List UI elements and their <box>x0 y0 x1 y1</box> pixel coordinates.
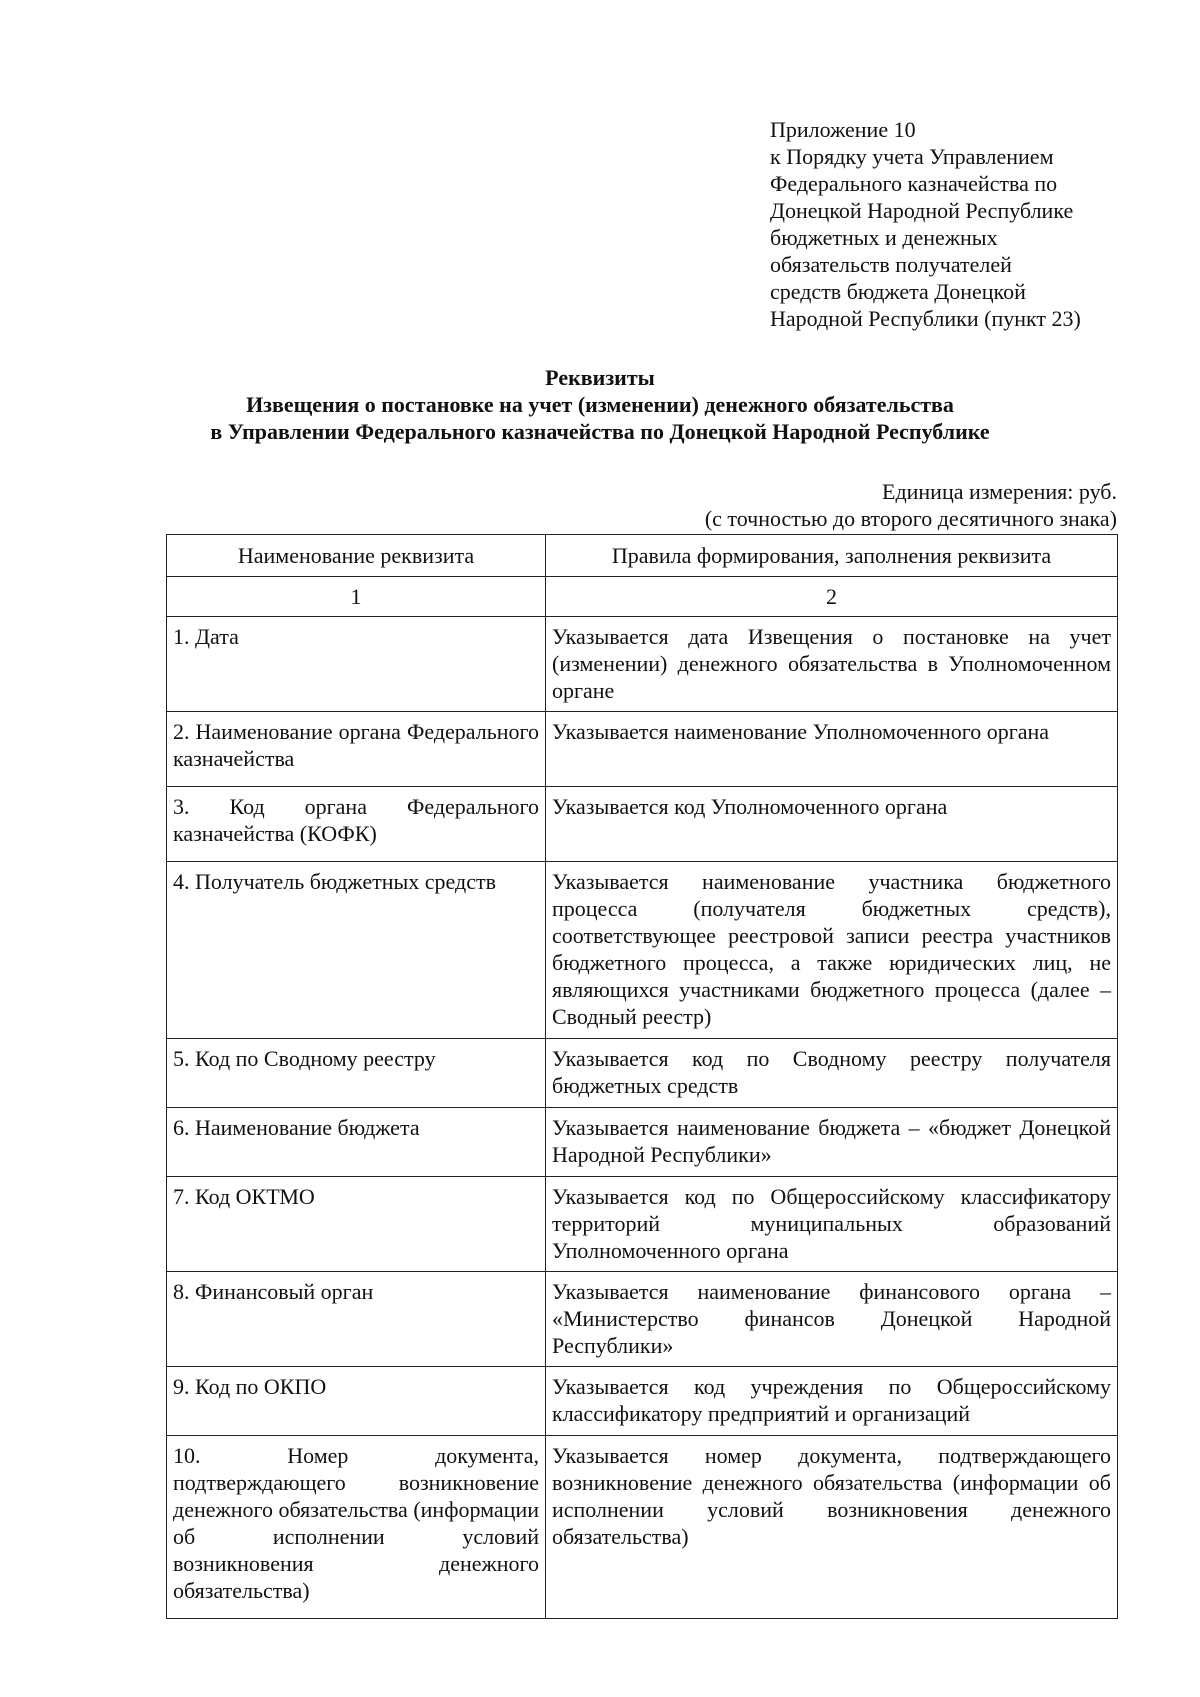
units-line: Единица измерения: руб. <box>882 479 1117 504</box>
requisite-rule: Указывается код учреждения по Общероссийскому классификатору предприятий и организаций <box>546 1367 1118 1436</box>
appendix-line: бюджетных и денежных <box>770 225 998 250</box>
requisite-rule: Указывается код по Общероссийскому классификатору территорий муниципальных образований Уполномоченного органа <box>546 1177 1118 1272</box>
table-row <box>167 617 1118 712</box>
requisite-rule: Указывается код по Сводному реестру получателя бюджетных средств <box>546 1039 1118 1108</box>
units-line: (с точностью до второго десятичного знака) <box>704 506 1117 531</box>
table-row <box>167 1436 1118 1619</box>
heading-line: в Управлении Федерального казначейства по Донецкой Народной Республике <box>210 419 990 444</box>
requisite-name: 10. Номер документа, подтверждающего возникновение денежного обязательства (информации об исполнении условий возникновения денежного обязательства) <box>167 1436 546 1619</box>
table-header-row <box>167 535 1118 577</box>
requisite-name: 8. Финансовый орган <box>167 1272 546 1367</box>
appendix-block <box>770 116 1130 332</box>
column-header: Правила формирования, заполнения реквизита <box>546 535 1118 577</box>
appendix-line: Народной Республики (пункт 23) <box>770 306 1081 331</box>
document-heading <box>150 364 1050 445</box>
requisite-name: 6. Наименование бюджета <box>167 1108 546 1177</box>
requisite-rule: Указывается наименование бюджета – «бюджет Донецкой Народной Республики» <box>546 1108 1118 1177</box>
appendix-line: средств бюджета Донецкой <box>770 279 1026 304</box>
units-note <box>705 478 1117 532</box>
requisite-rule: Указывается дата Извещения о постановке на учет (изменении) денежного обязательства в Уполномоченном органе <box>546 617 1118 712</box>
table-row <box>167 1272 1118 1367</box>
appendix-line: к Порядку учета Управлением <box>770 144 1054 169</box>
table-row <box>167 1039 1118 1108</box>
table-row <box>167 1177 1118 1272</box>
requisite-name: 3. Код органа Федерального казначейства (КОФК) <box>167 787 546 862</box>
requisite-name: 9. Код по ОКПО <box>167 1367 546 1436</box>
table-row <box>167 1108 1118 1177</box>
column-number: 2 <box>546 577 1118 617</box>
requisite-name: 4. Получатель бюджетных средств <box>167 862 546 1039</box>
requisite-name: 5. Код по Сводному реестру <box>167 1039 546 1108</box>
table-row <box>167 787 1118 862</box>
requisite-name: 2. Наименование органа Федерального казначейства <box>167 712 546 787</box>
requisite-rule: Указывается наименование участника бюджетного процесса (получателя бюджетных средств), соответствующее реестровой записи реестра участников бюджетного процесса, а также юридических лиц, не являющихся участниками бюджетного процесса (далее – Сводный реестр) <box>546 862 1118 1039</box>
column-header: Наименование реквизита <box>167 535 546 577</box>
appendix-line: обязательств получателей <box>770 252 1012 277</box>
table-row <box>167 712 1118 787</box>
table-row <box>167 1367 1118 1436</box>
heading-title: Реквизиты <box>545 365 655 390</box>
appendix-line: Донецкой Народной Республике <box>770 198 1074 223</box>
requisites-table <box>166 534 1118 1619</box>
requisite-rule: Указывается номер документа, подтверждающего возникновение денежного обязательства (информации об исполнении условий возникновения денежного обязательства) <box>546 1436 1118 1619</box>
requisite-name: 1. Дата <box>167 617 546 712</box>
requisite-rule: Указывается наименование Уполномоченного органа <box>546 712 1118 787</box>
heading-line: Извещения о постановке на учет (изменении) денежного обязательства <box>246 392 954 417</box>
requisite-name: 7. Код ОКТМО <box>167 1177 546 1272</box>
column-number-row <box>167 577 1118 617</box>
appendix-line: Приложение 10 <box>770 117 916 142</box>
requisite-rule: Указывается наименование финансового органа – «Министерство финансов Донецкой Народной Республики» <box>546 1272 1118 1367</box>
table-row <box>167 862 1118 1039</box>
column-number: 1 <box>167 577 546 617</box>
requisite-rule: Указывается код Уполномоченного органа <box>546 787 1118 862</box>
appendix-line: Федерального казначейства по <box>770 171 1058 196</box>
